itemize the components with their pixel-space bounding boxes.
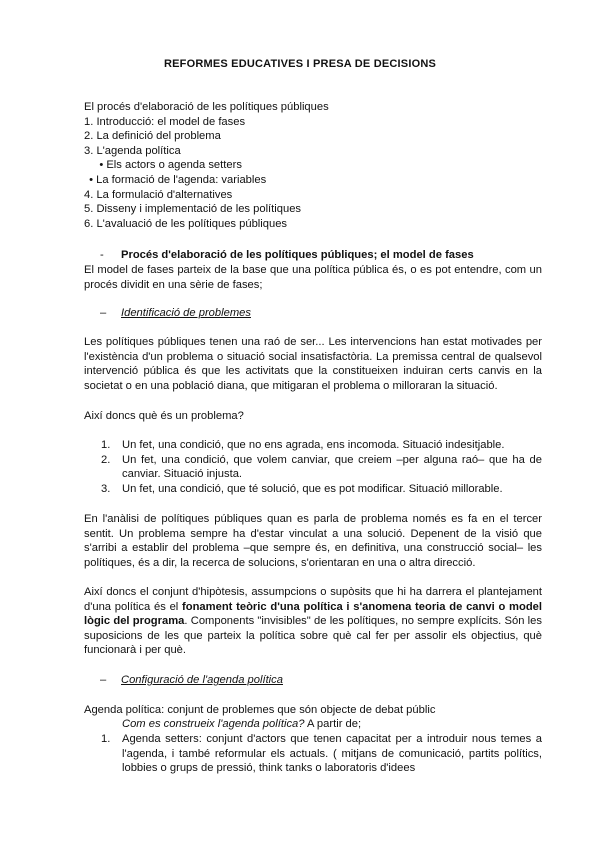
paragraph-teoria-canvi <box>84 585 542 658</box>
list-item <box>84 453 542 482</box>
problem-definitions-list <box>84 438 542 496</box>
heading-text: Procés d'elaboració de les polítiques públiques; el model de fases <box>121 249 474 261</box>
para-bold-text: fonament teòric d'una política i s'anomena teoria de canvi o model lògic del programa <box>84 600 542 628</box>
table-of-contents <box>84 100 542 231</box>
toc-item: 5. Disseny i implementació de les polítiques <box>84 203 302 216</box>
paragraph-analisi: En l'anàlisi de polítiques públiques quan es parla de problema només es fa en el tercer sentit. Un problema sempre ha d'estar vinculat a una solució. Depenent de la visió que s'arribi a establir del problema –que sempre és, en definitiva, una construcció social– les polítiques, és a dir, la recerca de solucions, s'orientaran en una o altra direcció. <box>84 513 542 569</box>
list-item <box>84 438 542 453</box>
heading-dash: – <box>100 307 107 319</box>
heading-dash: - <box>100 249 104 261</box>
list-number: 2. <box>101 453 111 466</box>
heading-text: Configuració de l'agenda política <box>121 674 283 686</box>
list-text: Un fet, una condició, que té solució, que es pot modificar. Situació millorable. <box>122 482 503 495</box>
toc-item: 2. La definició del problema <box>84 130 221 143</box>
toc-subitem: • La formació de l'agenda: variables <box>86 173 267 186</box>
question-italic: Com es construeix l'agenda política? <box>122 718 305 730</box>
list-number: 1. <box>101 439 111 451</box>
agenda-list <box>84 732 542 776</box>
page-title: REFORMES EDUCATIVES I PRESA DE DECISIONS <box>163 58 437 70</box>
para-text: . Components "invisibles" de les polítiques, no sempre explícits. Són les suposicions de les que parteix la política sobre què cal fer per assolir els objectius, què funcionarà i per què. <box>84 615 542 657</box>
paragraph-agenda-definition: Agenda política: conjunt de problemes que són objecte de debat públic <box>84 704 436 716</box>
list-number: 3. <box>101 482 111 495</box>
toc-item: 4. La formulació d'alternatives <box>84 188 233 201</box>
paragraph-agenda-question <box>84 717 542 732</box>
section-heading-agenda <box>100 673 283 688</box>
toc-item: 1. Introducció: el model de fases <box>84 115 246 128</box>
list-item <box>84 482 542 497</box>
para-text: Així doncs el conjunt d'hipòtesis, assumpcions o supòsits que hi ha darrera el plantejament d'una política és el <box>84 586 542 613</box>
heading-dash: – <box>100 674 107 686</box>
toc-item: 3. L'agenda política <box>84 144 181 157</box>
heading-text: Identificació de problemes <box>121 307 251 319</box>
list-text: Un fet, una condició, que volem canviar, que creiem –per alguna raó– que ha de canviar. Situació injusta. <box>122 453 542 481</box>
toc-subitem: • Els actors o agenda setters <box>90 159 242 172</box>
toc-item: 6. L'avaluació de les polítiques públiques <box>84 217 288 230</box>
toc-heading: El procés d'elaboració de les polítiques públiques <box>84 101 329 113</box>
question-rest: A partir de; <box>304 718 362 730</box>
section-heading-model-fases <box>100 248 474 263</box>
list-text: Un fet, una condició, que no ens agrada, ens incomoda. Situació indesitjable. <box>122 439 505 451</box>
paragraph-question: Així doncs què és un problema? <box>84 410 244 422</box>
list-text: Agenda setters: conjunt d'actors que tenen capacitat per a introduir nous temes a l'agenda, i també reformular els actuals. ( mitjans de comunicació, partits polítics, lobbies o grups de pressió, think tanks o laboratoris d'idees <box>122 733 542 775</box>
list-number: 1. <box>101 733 111 745</box>
list-item <box>84 732 542 776</box>
paragraph-model-fases: El model de fases parteix de la base que una política pública és, o es pot entendre, com un procés dividit en una sèrie de fases; <box>84 264 542 291</box>
section-heading-identificacio <box>100 306 251 321</box>
paragraph-politiques-raó: Les polítiques públiques tenen una raó de ser... Les intervencions han estat motivades per l'existència d'un problema o situació social insatisfactòria. La premissa central de qualsevol intervenció pública és que les activitats que la constitueixen induiran certs canvis en la societat o en una població diana, que mitigaran el problema o milloraran la situació. <box>84 336 542 392</box>
